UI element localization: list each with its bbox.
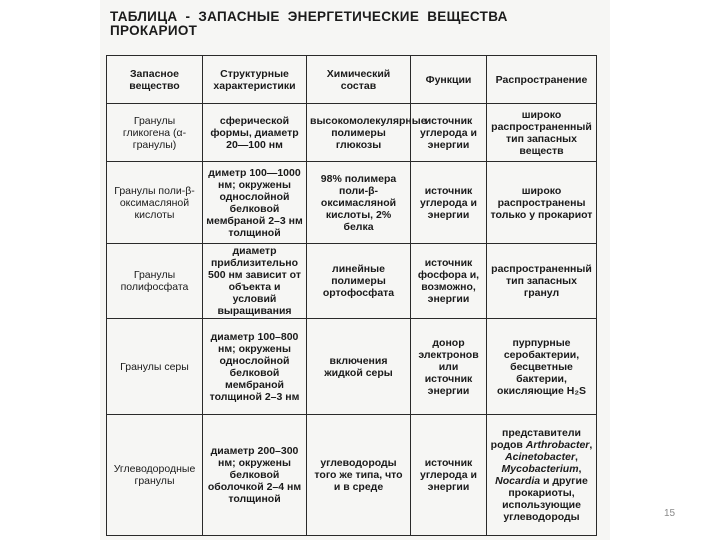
cell-function: источник фосфора и, возможно, энергии (411, 244, 487, 319)
cell-substance: Гранулы поли-β-оксимасляной кислоты (107, 162, 203, 244)
distribution-text: и другие прокариоты, использующие углеводороды (502, 475, 588, 523)
table-row (107, 244, 597, 319)
cell-distribution (487, 415, 597, 536)
distribution-text: , (578, 463, 582, 475)
genus-name: Arthrobacter (525, 439, 590, 451)
header-distribution: Распространение (487, 56, 597, 104)
genus-name: Acinetobacter (505, 451, 576, 463)
cell-structure: диаметр 200–300 нм; окружены белковой оболочкой 2–4 нм толщиной (203, 415, 307, 536)
header-substance: Запасное вещество (107, 56, 203, 104)
cell-composition: включения жидкой серы (307, 319, 411, 415)
genus-name: Nocardia (495, 475, 541, 487)
header-composition: Химический состав (307, 56, 411, 104)
table-row (107, 319, 597, 415)
genus-name: Mycobacterium (501, 463, 579, 475)
table-header-row (107, 56, 597, 104)
table-row (107, 104, 597, 162)
distribution-text: представители родов (490, 427, 581, 451)
cell-composition: линейные полимеры ортофосфата (307, 244, 411, 319)
cell-substance: Гранулы гликогена (α-гранулы) (107, 104, 203, 162)
cell-composition: высокомолекулярные полимеры глюкозы (307, 104, 411, 162)
header-structure: Структурные характеристики (203, 56, 307, 104)
cell-distribution: широко распространены только у прокариот (487, 162, 597, 244)
table-row (107, 162, 597, 244)
distribution-text: , (575, 451, 578, 463)
cell-structure: диметр 100—1000 нм; окружены однослойной белковой мембраной 2–3 нм толщиной (203, 162, 307, 244)
table-row (107, 415, 597, 536)
title-line-1: ТАБЛИЦА - ЗАПАСНЫЕ ЭНЕРГЕТИЧЕСКИЕ ВЕЩЕСТВА (110, 9, 508, 24)
cell-distribution: распространенный тип запасных гранул (487, 244, 597, 319)
title-line-2: ПРОКАРИОТ (110, 23, 198, 38)
cell-distribution: широко распространенный тип запасных веществ (487, 104, 597, 162)
cell-function: источник углерода и энергии (411, 104, 487, 162)
cell-distribution: пурпурные серобактерии, бесцветные бактерии, окисляющие H₂S (487, 319, 597, 415)
cell-structure: сферической формы, диаметр 20—100 нм (203, 104, 307, 162)
cell-substance: Углеводородные гранулы (107, 415, 203, 536)
page-number: 15 (664, 508, 676, 519)
cell-composition: углеводороды того же типа, что и в среде (307, 415, 411, 536)
distribution-text: , (589, 439, 593, 451)
slide-title (110, 10, 600, 38)
cell-function: источник углерода и энергии (411, 415, 487, 536)
header-function: Функции (411, 56, 487, 104)
cell-composition: 98% полимера поли-β-оксимасляной кислоты, 2% белка (307, 162, 411, 244)
cell-substance: Гранулы полифосфата (107, 244, 203, 319)
cell-function: источник углерода и энергии (411, 162, 487, 244)
energy-reserves-table (106, 55, 597, 536)
cell-structure: диаметр 100–800 нм; окружены однослойной белковой мембраной толщиной 2–3 нм (203, 319, 307, 415)
cell-substance: Гранулы серы (107, 319, 203, 415)
cell-function: донор электронов или источник энергии (411, 319, 487, 415)
cell-structure: диаметр приблизительно 500 нм зависит от объекта и условий выращивания (203, 244, 307, 319)
